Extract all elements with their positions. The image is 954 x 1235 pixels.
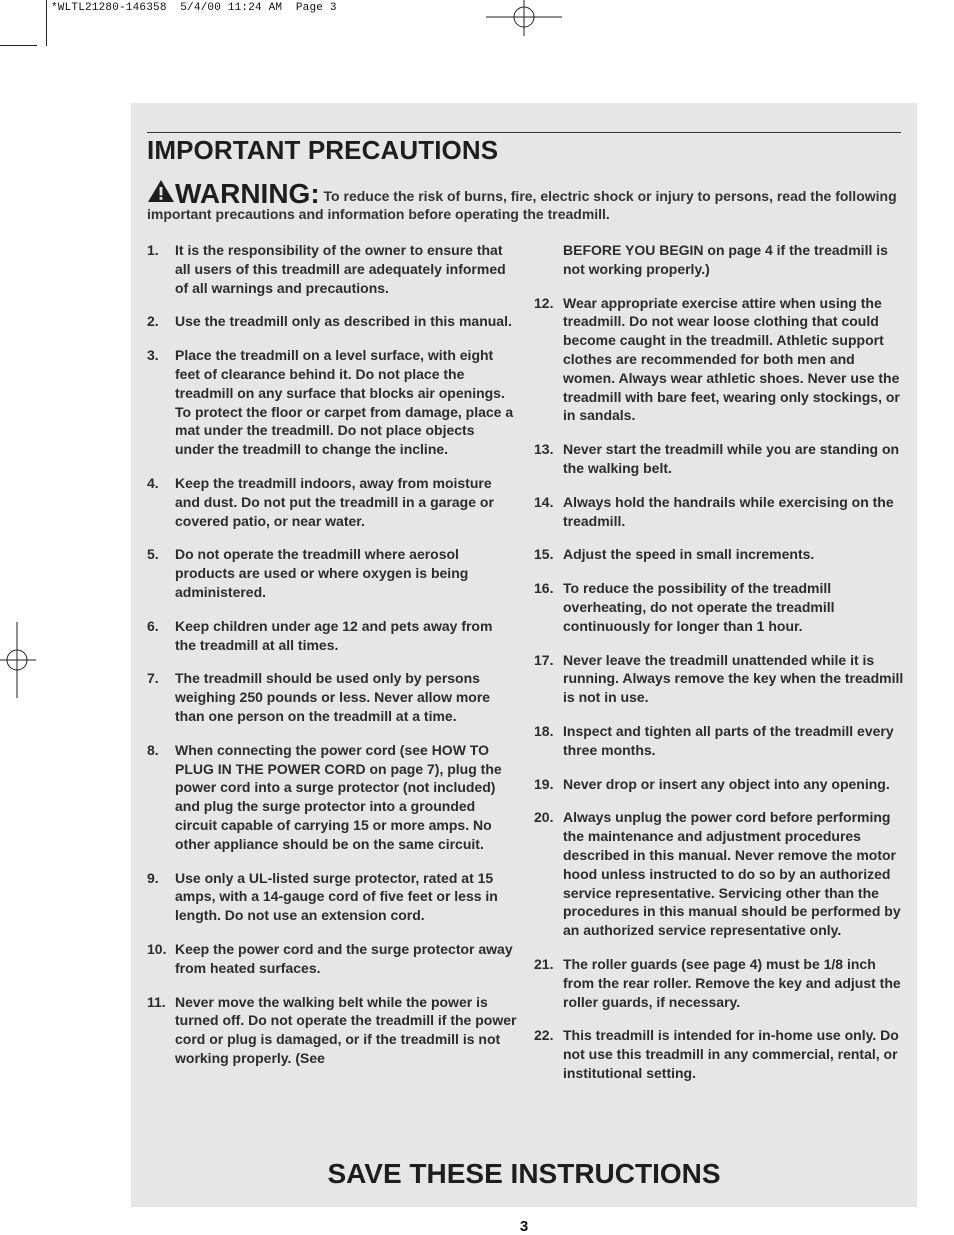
- crop-mark-vertical: [46, 0, 47, 46]
- item-number: 3.: [147, 347, 159, 364]
- item-text: Inspect and tighten all parts of the treadmill every three months.: [563, 722, 894, 758]
- list-item: [147, 869, 517, 925]
- item-number: 9.: [147, 869, 159, 886]
- list-item: [534, 651, 904, 707]
- item-number: 1.: [147, 242, 159, 258]
- list-item: [147, 940, 517, 978]
- title-rule: [147, 132, 901, 133]
- precautions-column-left: [147, 241, 517, 1083]
- list-item: [534, 955, 904, 1011]
- list-item: [147, 617, 517, 655]
- item-number: 8.: [147, 741, 159, 758]
- item-text: Place the treadmill on a level surface, with eight feet of clearance behind it. Do not place the treadmill on any surface that blocks air openings. To protect the floor or carpet from damage, place a mat under the treadmill. Do not place objects under the treadmill to change the incline.: [175, 347, 514, 458]
- item-number: 20.: [534, 809, 554, 826]
- list-item: [534, 722, 904, 760]
- item-number: 5.: [147, 546, 159, 563]
- list-item: [147, 346, 517, 459]
- print-slug: *WLTL21280-146358 5/4/00 11:24 AM Page 3: [51, 2, 337, 14]
- registration-mark-top: [486, 0, 562, 36]
- item-text: Wear appropriate exercise attire when using the treadmill. Do not wear loose clothing that could become caught in the treadmill. Athletic support clothes are recommended for both men and women. Always wear athletic shoes. Never use the treadmill with bare feet, wearing only stockings, or in sandals.: [563, 294, 900, 424]
- warning-text: To reduce the risk of burns, fire, electric shock or injury to persons, read the following important precautions and information before operating the treadmill.: [147, 188, 897, 222]
- precautions-panel: [131, 103, 917, 1207]
- list-item: [534, 1026, 904, 1082]
- list-item: [534, 775, 904, 794]
- item-text: Never drop or insert any object into any opening.: [563, 775, 890, 792]
- item-text: When connecting the power cord (see HOW TO PLUG IN THE POWER CORD on page 7), plug the power cord into a surge protector (not included) and plug the surge protector into a grounded circuit capable of carrying 15 or more amps. No other appliance should be on the same circuit.: [175, 741, 502, 852]
- item-number: 6.: [147, 617, 159, 634]
- list-item: [147, 241, 517, 297]
- item-number: 4.: [147, 474, 159, 491]
- item-number: 14.: [534, 493, 554, 510]
- list-item: [534, 579, 904, 635]
- warning-label: WARNING:: [175, 178, 320, 209]
- item-text: The roller guards (see page 4) must be 1/8 inch from the rear roller. Remove the key and adjust the roller guards, if necessary.: [563, 955, 901, 1010]
- item-text: Never start the treadmill while you are standing on the walking belt.: [563, 441, 900, 476]
- item-text: Keep children under age 12 and pets away from the treadmill at all times.: [175, 617, 493, 653]
- list-item: [147, 545, 517, 601]
- registration-mark-left: [0, 622, 36, 698]
- item-number: 22.: [534, 1027, 554, 1044]
- item-text: Do not operate the treadmill where aerosol products are used or where oxygen is being administered.: [175, 546, 469, 600]
- list-item: [147, 312, 517, 331]
- item-text: The treadmill should be used only by persons weighing 250 pounds or less. Never allow more than one person on the treadmill at a time.: [175, 670, 491, 724]
- item-text: Always hold the handrails while exercising on the treadmill.: [563, 493, 894, 529]
- item-text: Always unplug the power cord before performing the maintenance and adjustment procedures described in this manual. Never remove the motor hood unless instructed to do so by an authorized service representative. Servicing other than the procedures in this manual should be performed by an authorized service representative only.: [563, 809, 901, 939]
- item-text: Use the treadmill only as described in this manual.: [175, 313, 512, 330]
- item-number: 10.: [147, 940, 167, 957]
- list-item: [534, 493, 904, 531]
- item-number: 17.: [534, 651, 554, 668]
- item-text: Never leave the treadmill unattended while it is running. Always remove the key when the treadmill is not in use.: [563, 651, 904, 706]
- item-number: 13.: [534, 441, 554, 458]
- item-continuation: BEFORE YOU BEGIN on page 4 if the treadmill is not working properly.): [563, 242, 888, 277]
- save-instructions-heading: SAVE THESE INSTRUCTIONS: [327, 1158, 721, 1189]
- item-number: 15.: [534, 546, 554, 563]
- item-text: Never move the walking belt while the power is turned off. Do not operate the treadmill if the power cord or plug is damaged, or if the treadmill is not working properly. (See: [175, 993, 517, 1066]
- item-number: 19.: [534, 775, 554, 792]
- item-number: 16.: [534, 580, 554, 597]
- list-item: [147, 669, 517, 725]
- item-text: Use only a UL-listed surge protector, rated at 15 amps, with a 14-gauge cord of five feet or less in length. Do not use an extension cord.: [175, 869, 498, 924]
- item-number: 18.: [534, 722, 554, 739]
- item-number: 2.: [147, 313, 159, 330]
- warning-triangle-icon: [147, 179, 175, 203]
- item-number: 11.: [147, 993, 166, 1010]
- list-item: [147, 741, 517, 854]
- item-number: 12.: [534, 294, 554, 311]
- warning-statement: [147, 179, 901, 223]
- list-item: [147, 993, 517, 1068]
- list-item: [534, 808, 904, 940]
- item-text: It is the responsibility of the owner to ensure that all users of this treadmill are adequately informed of all warnings and precautions.: [175, 242, 506, 296]
- list-item: [534, 294, 904, 426]
- item-text: Adjust the speed in small increments.: [563, 546, 815, 563]
- item-text: Keep the power cord and the surge protector away from heated surfaces.: [175, 940, 513, 976]
- item-text: This treadmill is intended for in-home use only. Do not use this treadmill in any commercial, rental, or institutional setting.: [563, 1027, 899, 1081]
- list-item: [534, 440, 904, 478]
- item-number: 7.: [147, 670, 159, 687]
- item-number: 21.: [534, 955, 554, 972]
- crop-mark-horizontal: [0, 45, 37, 46]
- precautions-column-right: [534, 241, 904, 1098]
- list-item: [147, 474, 517, 530]
- item-text: To reduce the possibility of the treadmill overheating, do not operate the treadmill continuously for longer than 1 hour.: [563, 580, 835, 634]
- list-item: [534, 545, 904, 564]
- item-text: Keep the treadmill indoors, away from moisture and dust. Do not put the treadmill in a garage or covered patio, or near water.: [175, 474, 494, 529]
- page-title: IMPORTANT PRECAUTIONS: [147, 135, 499, 165]
- page-number: 3: [519, 1218, 529, 1235]
